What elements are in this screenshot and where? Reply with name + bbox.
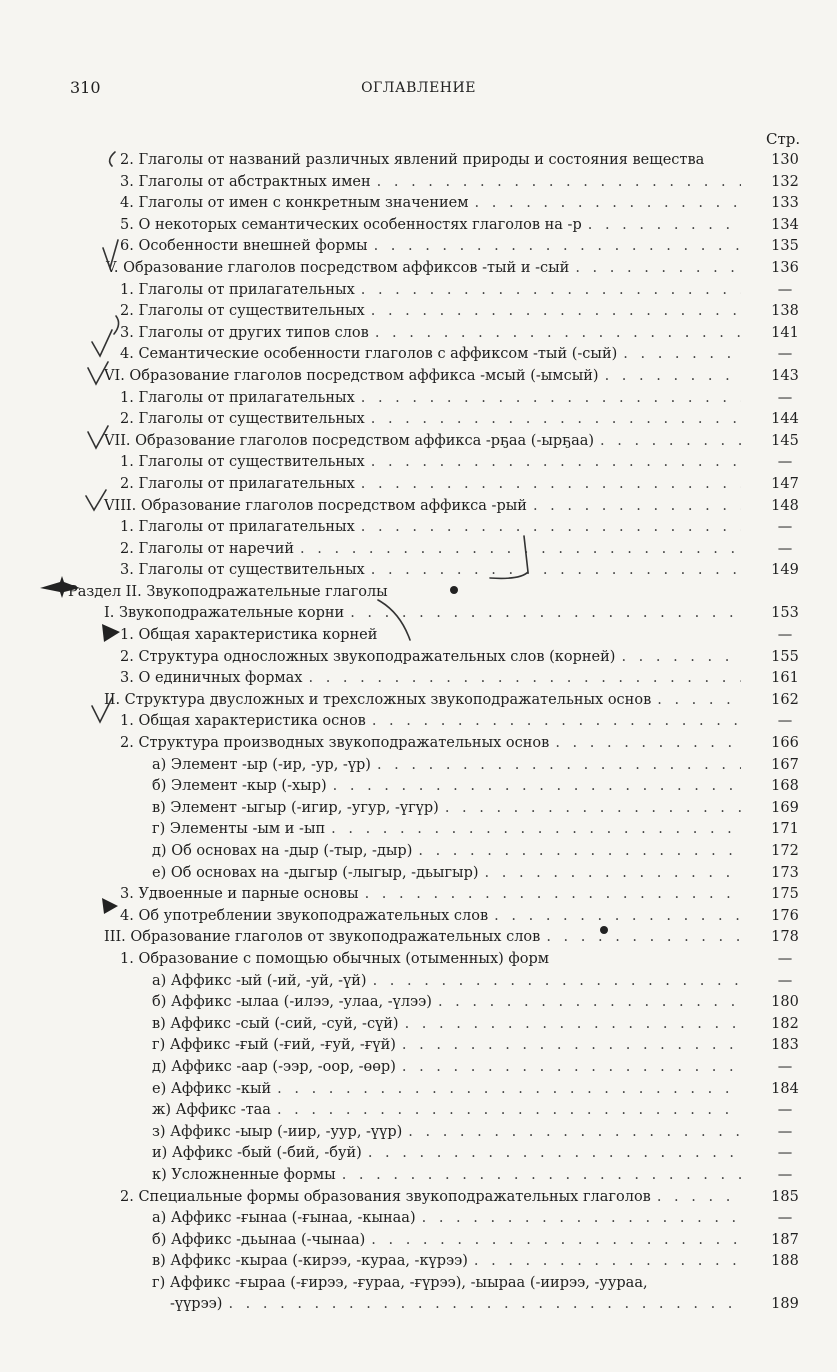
toc-entry-page: — bbox=[777, 972, 793, 989]
ink-dot-icon bbox=[600, 926, 608, 934]
toc-entry-page: 144 bbox=[771, 411, 799, 428]
running-title: ОГЛАВЛЕНИЕ bbox=[361, 80, 476, 96]
toc-entry-label: 3. Глаголы от абстрактных имен bbox=[120, 173, 371, 190]
toc-entry-page: 153 bbox=[771, 605, 799, 622]
flag-marker-icon bbox=[102, 898, 118, 914]
toc-entry-page: — bbox=[777, 454, 793, 471]
toc-entry-page: 184 bbox=[771, 1080, 799, 1097]
toc-entry-label: 6. Особенности внешней формы bbox=[120, 238, 368, 255]
toc-entry-label: а) Аффикс -ғынаа (-ғынаа, -кынаа) bbox=[152, 1210, 416, 1227]
toc-entry-page: — bbox=[777, 1102, 793, 1119]
toc-entry-label: 4. Об употреблении звукоподражательных слов bbox=[120, 907, 489, 924]
toc-entry-page: 155 bbox=[771, 648, 799, 665]
toc-entry-page: 138 bbox=[771, 303, 799, 320]
toc-entry-page: 162 bbox=[771, 691, 799, 708]
pencil-line bbox=[378, 600, 410, 640]
toc-entry-page: — bbox=[777, 713, 793, 730]
toc-entry-label: 2. Глаголы от наречий bbox=[120, 540, 295, 557]
toc-entry-label: 3. О единичных формах bbox=[120, 670, 303, 687]
toc-entry-label: 4. Семантические особенности глаголов с аффиксом -тый (-сый) bbox=[120, 346, 618, 363]
toc-entry-page: 187 bbox=[771, 1231, 799, 1248]
flag-marker-icon bbox=[102, 624, 120, 642]
toc-entry-page: 135 bbox=[771, 238, 799, 255]
toc-entry-page: 143 bbox=[771, 367, 799, 384]
toc-entry-label: г) Аффикс -ғый (-ғий, -ғуй, -ғүй) bbox=[152, 1037, 396, 1054]
toc-entry-page: — bbox=[777, 1210, 793, 1227]
toc-entry-label: е) Об основах на -дыгыр (-лыгыр, -дьыгыр) bbox=[152, 864, 479, 881]
toc-entry-page: — bbox=[777, 389, 793, 406]
toc-entry-label: 2. Структура односложных звукоподражательных слов (корней) bbox=[120, 648, 616, 665]
toc-entry-label: II. Структура двусложных и трехсложных звукоподражательных основ bbox=[104, 691, 652, 708]
toc-entry-label: VI. Образование глаголов посредством аффикса -мсый (-ымсый) bbox=[104, 367, 599, 384]
toc-entry-page: 180 bbox=[771, 994, 799, 1011]
toc-entry-page: 178 bbox=[771, 929, 799, 946]
toc-entry-label: III. Образование глаголов от звукоподражательных слов bbox=[104, 929, 541, 946]
toc-entry-page: 189 bbox=[771, 1296, 799, 1313]
toc-entry-page: 130 bbox=[771, 152, 799, 168]
toc-entry-label: б) Элемент -кыр (-хыр) bbox=[152, 778, 327, 795]
toc-entry-label: а) Элемент -ыр (-ир, -ур, -үр) bbox=[152, 756, 371, 773]
checkmark-icon bbox=[88, 426, 108, 448]
toc-entry-label: г) Аффикс -ғыраа (-ғирээ, -ғураа, -ғүрээ), -ыыраа (-иирээ, -уураа, bbox=[152, 1274, 648, 1291]
toc-entry-page: — bbox=[777, 519, 793, 536]
toc-entry-label: VIII. Образование глаголов посредством аффикса -рый bbox=[104, 497, 527, 514]
ink-dot-icon bbox=[450, 586, 458, 594]
checkmark-icon bbox=[88, 362, 108, 384]
toc-entry-page: 168 bbox=[771, 778, 799, 795]
toc-entry-page: 183 bbox=[771, 1037, 799, 1054]
toc-entry-page: 172 bbox=[771, 843, 799, 859]
toc-entry-label: е) Аффикс -кый bbox=[152, 1080, 272, 1097]
toc-entry-label: 1. Глаголы от прилагательных bbox=[120, 519, 355, 536]
toc-entry-page: 149 bbox=[771, 562, 799, 579]
toc-entry-page: — bbox=[777, 1166, 793, 1183]
toc-entry-page: 134 bbox=[771, 216, 799, 233]
toc-entry-label: в) Элемент -ыгыр (-игир, -угур, -үгүр) bbox=[152, 799, 439, 816]
toc-entry-label: 1. Образование с помощью обычных (отыменных) форм bbox=[120, 950, 550, 967]
toc-entry-page: 132 bbox=[771, 173, 799, 190]
toc-entry-label: 3. Удвоенные и парные основы bbox=[120, 886, 359, 903]
toc-entry-label: 2. Глаголы от существительных bbox=[120, 303, 365, 320]
toc-entry-page: 176 bbox=[771, 907, 799, 924]
page-number: 310 bbox=[70, 78, 101, 97]
toc-entry-label: в) Аффикс -сый (-сий, -суй, -сүй) bbox=[152, 1015, 399, 1032]
toc-entry-label: I. Звукоподражательные корни bbox=[104, 605, 345, 622]
toc-entry-label: з) Аффикс -ыыр (-иир, -уур, -үүр) bbox=[152, 1123, 403, 1140]
toc-entry-label: д) Об основах на -дыр (-тыр, -дыр) bbox=[152, 843, 413, 859]
toc-entry-page: 167 bbox=[771, 756, 799, 773]
toc-entry-page: 171 bbox=[771, 821, 799, 838]
toc-entry-page: 182 bbox=[771, 1015, 799, 1032]
toc-entry-label: к) Усложненные формы bbox=[152, 1166, 336, 1183]
toc-entry-label: VII. Образование глаголов посредством аффикса -рҕаа (-ырҕаа) bbox=[104, 432, 595, 449]
toc-entry-label: 2. Глаголы от существительных bbox=[120, 411, 365, 428]
toc-entry-label: 3. Глаголы от других типов слов bbox=[120, 324, 369, 341]
toc-entry-page: 145 bbox=[771, 432, 799, 449]
toc-entry-label: и) Аффикс -бый (-бий, -буй) bbox=[152, 1145, 362, 1162]
toc-entry-label: V. Образование глаголов посредством аффиксов -тый и -сый bbox=[106, 259, 570, 276]
toc-entry-page: — bbox=[777, 346, 793, 363]
toc-entry-label: 1. Общая характеристика корней bbox=[120, 627, 378, 644]
toc-entry-page: 173 bbox=[771, 864, 799, 881]
toc-entry-page: — bbox=[777, 281, 793, 298]
toc-entry-page: 185 bbox=[771, 1188, 799, 1205]
toc-entry-page: — bbox=[777, 627, 793, 644]
toc-entry-page: 147 bbox=[771, 475, 799, 492]
toc-entry-page: 188 bbox=[771, 1253, 799, 1270]
toc-entry-page: 141 bbox=[771, 324, 799, 341]
page-column-label: Стр. bbox=[766, 130, 801, 148]
toc-entry-label: 1. Глаголы от прилагательных bbox=[120, 389, 355, 406]
toc-entry-page: 175 bbox=[771, 886, 799, 903]
toc-entry-label: б) Аффикс -дьынаа (-чынаа) bbox=[152, 1231, 366, 1248]
toc-entry-label: 3. Глаголы от существительных bbox=[120, 562, 365, 579]
checkmark-icon bbox=[103, 240, 118, 268]
toc-entry-label: -үүрээ) bbox=[170, 1296, 223, 1313]
toc-entry-page: — bbox=[777, 1058, 793, 1075]
toc-entry-page: — bbox=[777, 950, 793, 967]
toc-entry-label: 5. О некоторых семантических особенностях глаголов на -р bbox=[120, 216, 582, 233]
pencil-line bbox=[114, 316, 119, 334]
toc-entry-page: — bbox=[777, 1145, 793, 1162]
toc-entry-page: 136 bbox=[771, 259, 799, 276]
toc-entry-page: 148 bbox=[771, 497, 799, 514]
pencil-line bbox=[490, 536, 528, 578]
toc-entry-label: 2. Глаголы от прилагательных bbox=[120, 475, 355, 492]
toc-entry-label: д) Аффикс -аар (-ээр, -оор, -өөр) bbox=[152, 1058, 396, 1075]
checkmark-icon bbox=[92, 330, 112, 356]
checkmark-icon bbox=[92, 698, 112, 722]
pencil-line bbox=[110, 152, 115, 166]
toc-entry-label: 1. Общая характеристика основ bbox=[120, 713, 366, 730]
toc-entry-label: 2. Специальные формы образования звукоподражательных глаголов bbox=[120, 1188, 651, 1205]
toc-entry-label: Раздел II. Звукоподражательные глаголы bbox=[68, 583, 388, 600]
toc-entry-label: 1. Глаголы от существительных bbox=[120, 454, 365, 471]
toc-entry-page: 161 bbox=[771, 670, 799, 687]
toc-entry-label: б) Аффикс -ылаа (-илээ, -улаа, -үлээ) bbox=[152, 994, 432, 1011]
toc-entry-page: 133 bbox=[771, 195, 799, 212]
toc-entry-page: — bbox=[777, 540, 793, 557]
toc-entry-label: ж) Аффикс -таа bbox=[152, 1102, 271, 1119]
toc-entry-label: г) Элементы -ым и -ып bbox=[152, 821, 326, 838]
toc-entry-page: 166 bbox=[771, 735, 799, 752]
checkmark-icon bbox=[86, 490, 106, 510]
toc-entry-label: 1. Глаголы от прилагательных bbox=[120, 281, 355, 298]
toc-entry-label: 4. Глаголы от имен с конкретным значением bbox=[120, 195, 469, 212]
toc-entry-label: а) Аффикс -ый (-ий, -уй, -үй) bbox=[152, 972, 367, 989]
toc-entry-label: 2. Глаголы от названий различных явлений природы и состояния вещества bbox=[120, 152, 705, 168]
toc-entry-page: — bbox=[777, 1123, 793, 1140]
arrow-marker-icon bbox=[40, 576, 80, 598]
toc-entry-label: 2. Структура производных звукоподражательных основ bbox=[120, 735, 550, 752]
toc-entry-page: 169 bbox=[771, 799, 799, 816]
toc-entry-label: в) Аффикс -кыраа (-кирээ, -кураа, -күрээ) bbox=[152, 1253, 468, 1270]
